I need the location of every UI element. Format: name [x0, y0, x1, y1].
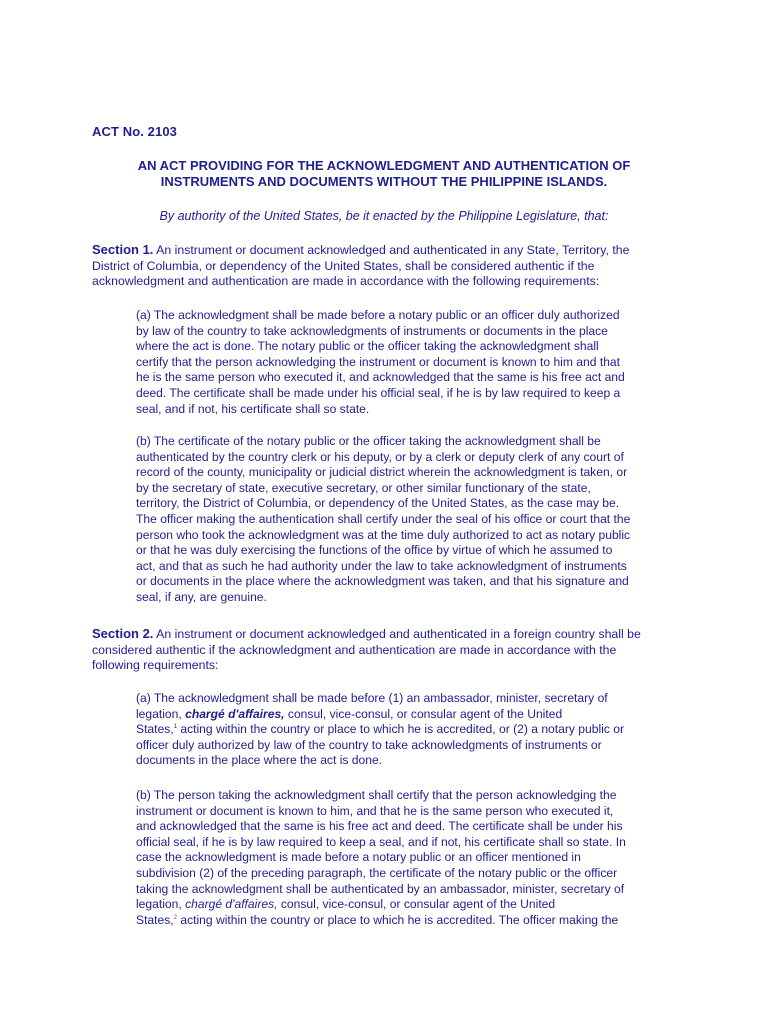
- section-1-subparagraph-a: (a) The acknowledgment shall be made before a notary public or an officer duly authorized by law of the country to take acknowledgments of instruments or documents in the place where the act is done. The notary public or the officer taking the acknowledgment shall certify that the person acknowledging the instrument or document is known to him and that he is the same person who executed it, and acknowledged that the same is his free act and deed. The certificate shall be made under his official seal, if he is by law required to keep a seal, and if not, his certificate shall so state.: [136, 308, 625, 416]
- section-2-text: considered authentic if the acknowledgment and authentication are made in accordance with the: [92, 642, 617, 657]
- section-2-text: An instrument or document acknowledged and authenticated in a foreign country shall be: [153, 627, 641, 641]
- act-title: [92, 158, 676, 190]
- act-title-line: INSTRUMENTS AND DOCUMENTS WITHOUT THE PHILIPPINE ISLANDS.: [160, 174, 608, 189]
- section-2-text: following requirements:: [92, 658, 219, 672]
- act-title-line: AN ACT PROVIDING FOR THE ACKNOWLEDGMENT AND AUTHENTICATION OF: [137, 158, 631, 173]
- section-1-subparagraph-b: (b) The certificate of the notary public or the officer taking the acknowledgment shall be authenticated by the country clerk or his deputy, or by a clerk or deputy clerk of any court of record of the county, municipality or judicial district wherein the acknowledgment is taken, or by the secretary of state, executive secretary, or other similar functionary of the state, territory, the District of Columbia, or dependency of the United States, as the case may be. The officer making the authentication shall certify under the seal of his office or court that the person who took the acknowledgment was at the time duly authorized to act as notary public or that he was duly exercising the functions of the office by virtue of which he assumed to act, and that as such he had authority under the law to take acknowledgment of instruments or documents in the place where the acknowledgment was taken, and that his signature and seal, if any, are genuine.: [136, 434, 631, 604]
- term-charge-daffaires: chargé d'affaires,: [185, 706, 285, 721]
- section-2-subparagraph-a: (a) The acknowledgment shall be made before (1) an ambassador, minister, secretary of legation, chargé d'affaires, consul, vice-consul, or consular agent of the United States,$^1$ acting within the country or place to which he is accredited, or (2) a notary public or officer duly authorized by law of the country to take acknowledgments of instruments or documents in the place where the act is done.: [136, 691, 625, 768]
- section-2-label: Section 2.: [92, 626, 154, 641]
- footnote-marker[interactable]: 1: [173, 724, 177, 731]
- section-1-text: acknowledgment and authentication are made in accordance with the following requirements:: [92, 274, 600, 288]
- enacting-clause: By authority of the United States, be it enacted by the Philippine Legislature, that:: [159, 209, 609, 223]
- footnote-marker[interactable]: 2: [173, 914, 177, 921]
- section-2-subparagraph-b: (b) The person taking the acknowledgment shall certify that the person acknowledging the instrument or document is known to him, and that he is the same person who executed it, and acknowledged that the same is his free act and deed. The certificate shall be under his official seal, if he is by law required to keep a seal, and if not, his certificate shall so state. In case the acknowledgment is made before a notary public or an officer mentioned in subdivision (2) of the preceding paragraph, the certificate of the notary public or the officer taking the acknowledgment shall be authenticated by an ambassador, minister, secretary of legation, chargé d'affaires, consul, vice-consul, or consular agent of the United States,$^2$ acting within the country or place to which he is accredited. The officer making the: [136, 788, 626, 927]
- section-1-text: District of Columbia, or dependency of the United States, shall be considered authentic if the: [92, 258, 595, 273]
- section-1-text: An instrument or document acknowledged and authenticated in any State, Territory, the: [153, 243, 630, 257]
- section-1-paragraph: [92, 242, 676, 290]
- section-2-paragraph: [92, 626, 676, 674]
- act-number: ACT No. 2103: [92, 124, 178, 139]
- section-1-label: Section 1.: [92, 242, 154, 257]
- term-charge-daffaires: chargé d'affaires,: [185, 897, 278, 912]
